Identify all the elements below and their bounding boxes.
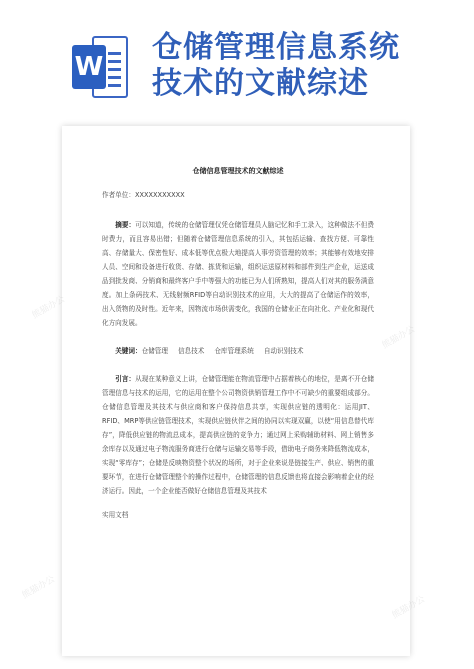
keyword: 仓储管理 [141, 347, 168, 355]
abstract-text: 可以知道，传统的仓储管理仅凭仓储管理员人脑记忆和手工录入，这种做法不但费时费力，而且容易出错；但随着仓储管理信息系统的引入，其包括运输、查找方便、可靠性高、存储量大、保密性好、成本低等优点极大地提高人事劳资管理的效率；其能够有效地安排人员、空间和设备进行收货、存储、拣货和运输，组织运送原材料和部件到生产企业，运送成品到批发商、分销商和最终客户手中等强大的功能已为人们所熟知，提高人们对其的服务满意度。加上条码技术、无线射频RFID等自动识别技术的应用，大大的提高了仓储运作的效率，出入货物的及时性。近年来，因物流市场供需变化，我国的仓储业正在向社化、产业化和现代化方向发展。 [102, 221, 375, 327]
document-body [102, 164, 374, 522]
keywords-line [102, 344, 374, 358]
keywords-label: 关键词： [115, 347, 142, 355]
abstract-paragraph [102, 218, 374, 330]
word-document-icon [72, 36, 128, 98]
intro-text: 从现在某种意义上讲，仓储管理能在物流管理中占据着核心的地位，是离不开仓储管理信息与技术的运用，它的运用在整个公司物资供销管理工作中不可缺少的重要组成部分。仓储信息管理及其技术与供应商和客户保持信息共享，实现供应链的透明化：运用JIT、RFID、MRP等供应链管理技术，实现供应链伙伴之间的协同以实现双赢，以使“用信息替代库存”，降低供应链的物流总成本，提高供应链的竞争力；通过网上采购辅助材料、网上销售多余库存以及通过电子物流服务商进行仓储与运输交易等手段，借助电子商务来降低物流成本，实现“零库存”；仓储是反映物资整个状况的场所，对于企业来说是链接生产、供应、销售的重要环节，在进行仓储管理整个的操作过程中，仓储管理的信息反馈也将直接会影响着企业的经济运行。因此，一个企业能否做好仓储信息管理及其技术 [102, 375, 375, 495]
watermark: 熊猫办公 [30, 294, 67, 322]
watermark: 熊猫办公 [20, 574, 57, 602]
author-line [102, 188, 374, 202]
keyword: 仓库管理系统 [214, 347, 254, 355]
banner-title [152, 30, 400, 102]
keyword: 自动识别技术 [263, 347, 304, 355]
document-page [62, 126, 410, 656]
keyword: 信息技术 [177, 347, 205, 355]
author-label: 作者单位： [102, 191, 135, 199]
abstract-label: 摘要： [115, 221, 136, 229]
banner-title-line1: 仓储管理信息系统 [152, 30, 400, 65]
banner-title-line2: 技术的文献综述 [152, 66, 369, 101]
document-title: 仓储信息管理技术的文献综述 [192, 167, 284, 175]
intro-label: 引言： [115, 375, 136, 383]
banner [0, 0, 474, 118]
author-value: XXXXXXXXXXX [134, 191, 185, 199]
word-w-badge: W [72, 45, 106, 89]
footer-label: 实用文档 [102, 511, 129, 519]
intro-paragraph [102, 372, 374, 498]
